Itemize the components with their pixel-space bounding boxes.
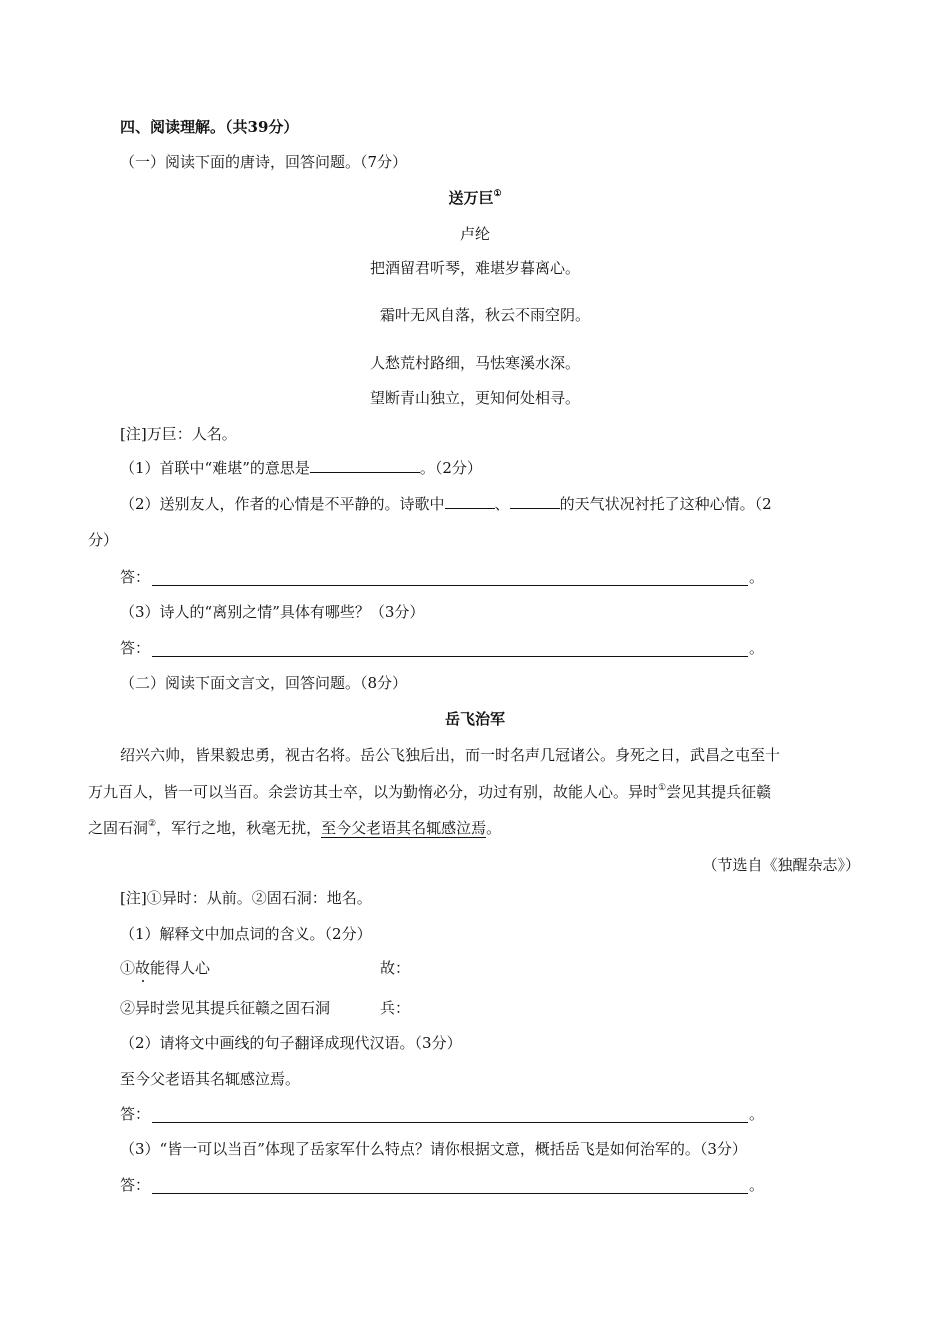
passage-line-2-a: 万九百人，皆一可以当百。余尝访其士卒，以为勤惰必分，功过有别，故能人心。异时: [88, 783, 659, 801]
part1-q2-answer-period: 。: [749, 568, 765, 586]
part1-q2-part2: 的天气状况衬托了这种心情。（2: [559, 495, 772, 513]
part1-note: [注]万巨：人名。: [120, 425, 237, 443]
part1-intro: （一）阅读下面的唐诗，回答问题。（7分）: [120, 153, 408, 171]
part1-question-2: [120, 494, 772, 514]
part1-q2-blank-1[interactable]: [445, 494, 495, 509]
part2-note: [注]①异时：从前。②固石洞：地名。: [120, 889, 372, 907]
part2-q1-item1-rest: 能得人心: [150, 959, 211, 977]
part2-q3-answer-line[interactable]: [152, 1192, 748, 1194]
part1-q1-prefix: （1）首联中“难堪”的意思是: [120, 459, 310, 477]
passage-source: （节选自《独醒杂志》）: [702, 856, 860, 874]
part2-q1-item2-label: 兵：: [380, 999, 411, 1017]
part1-q1-blank[interactable]: [310, 458, 420, 473]
part2-question-2: （2）请将文中画线的句子翻译成现代汉语。（3分）: [120, 1034, 462, 1052]
part1-q2-sep: 、: [494, 495, 510, 513]
part1-q2-part1: （2）送别友人，作者的心情是不平静的。诗歌中: [120, 495, 445, 513]
passage-line-2-b: 尝见其提兵征赣: [666, 783, 772, 801]
section-heading: 四、阅读理解。（共39分）: [120, 118, 299, 136]
part1-q2-blank-2[interactable]: [510, 494, 560, 509]
passage-line-1: 绍兴六帅，皆果毅忠勇，视古名将。岳公飞独后出，而一时名声几冠诸公。身死之日，武昌之屯至十: [120, 746, 781, 764]
part2-intro: （二）阅读下面文言文，回答问题。（8分）: [120, 674, 408, 692]
poem-title-text: 送万巨: [448, 189, 494, 207]
poem-line-2: 霜叶无风自落，秋云不雨空阴。: [379, 306, 590, 324]
part2-q3-answer-period: 。: [749, 1176, 765, 1194]
part2-question-3: （3）“皆一可以当百”体现了岳家军什么特点？请你根据文意，概括岳飞是如何治军的。（3分）: [120, 1140, 747, 1158]
poem-author: 卢纶: [459, 225, 490, 243]
part1-q3-answer-period: 。: [749, 639, 765, 657]
part1-question-1: [120, 458, 482, 478]
part2-question-1: （1）解释文中加点词的含义。（2分）: [120, 925, 372, 943]
part2-q2-answer-line[interactable]: [152, 1121, 748, 1123]
part2-q1-item1-prefix: ①: [120, 959, 136, 977]
part2-title: 岳飞治军: [444, 710, 505, 728]
part2-q2-answer-period: 。: [749, 1105, 765, 1123]
part1-q3-answer-line[interactable]: [152, 655, 748, 657]
passage-line-3-b: ，军行之地，秋毫无扰，: [156, 819, 322, 837]
part1-q2-wrap: 分）: [88, 531, 119, 549]
part2-q1-item1-label: 故：: [380, 959, 411, 977]
part2-q1-item-2: ②异时尝见其提兵征赣之固石洞: [120, 999, 331, 1017]
part1-question-3: （3）诗人的“离别之情”具体有哪些？（3分）: [120, 603, 425, 621]
part1-q2-answer-line[interactable]: [152, 584, 748, 586]
passage-line-3-end: 。: [486, 819, 502, 837]
part2-q2-answer-label: 答：: [120, 1105, 151, 1123]
part2-q2-sentence: 至今父老语其名辄感泣焉。: [120, 1070, 301, 1088]
part2-q1-item-1: [120, 958, 210, 978]
passage-line-3-a: 之固石洞: [88, 819, 149, 837]
poem-line-4: 望断青山独立，更知何处相寻。: [369, 389, 580, 407]
passage-line-2: [88, 782, 771, 802]
passage-underlined-sentence: 至今父老语其名辄感泣焉: [321, 819, 487, 837]
passage-footnote-2: ②: [148, 819, 157, 829]
poem-line-1: 把酒留君听琴，难堪岁暮离心。: [369, 259, 580, 277]
passage-footnote-1: ①: [658, 783, 667, 793]
part2-q1-item1-dotted-word: 故: [135, 959, 151, 977]
passage-line-3: [88, 818, 501, 838]
part1-q1-suffix: 。（2分）: [419, 459, 482, 477]
part1-q2-answer-label: 答：: [120, 568, 151, 586]
poem-line-3: 人愁荒村路细，马怯寒溪水深。: [369, 354, 580, 372]
part2-q3-answer-label: 答：: [120, 1176, 151, 1194]
part1-q3-answer-label: 答：: [120, 639, 151, 657]
poem-title-footnote: ①: [493, 189, 502, 199]
poem-title: [0, 188, 950, 208]
